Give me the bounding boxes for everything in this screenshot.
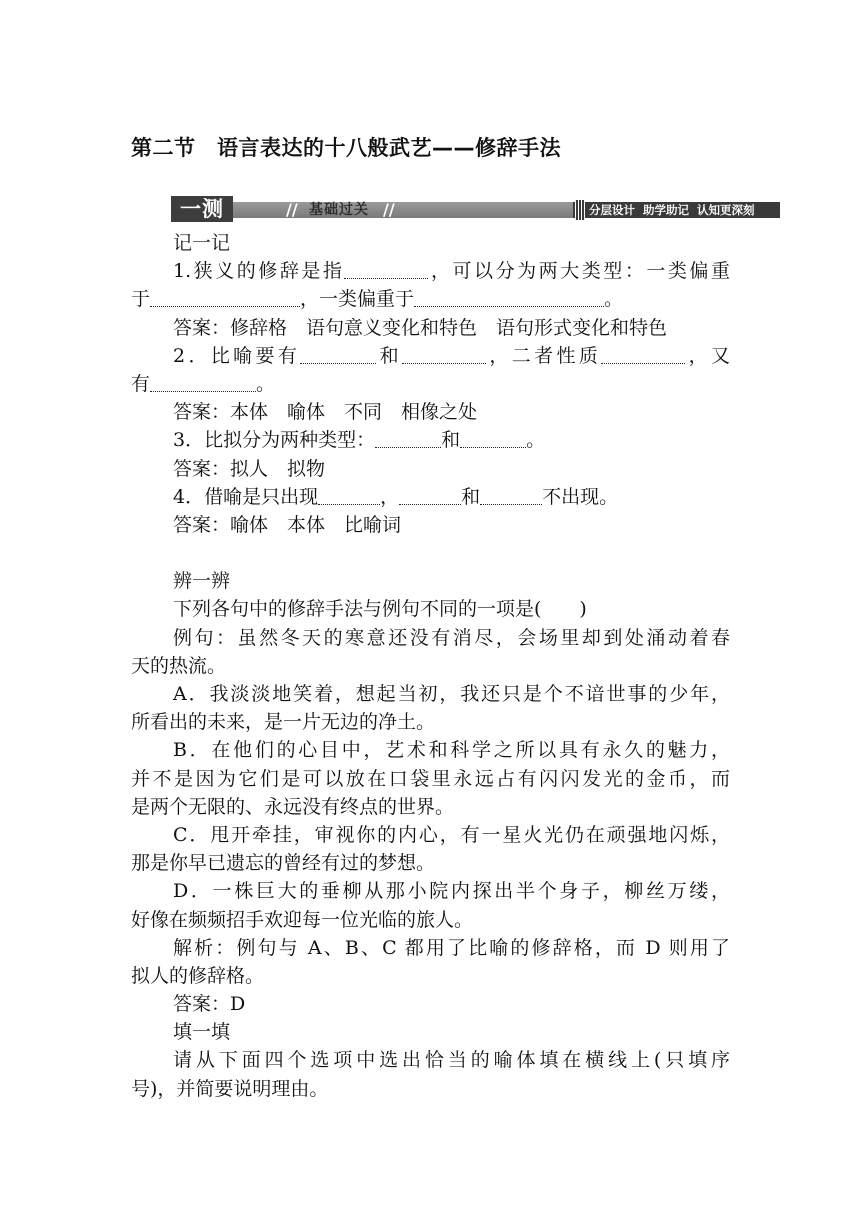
answer-blank	[300, 344, 376, 364]
banner-label: 基础过关	[309, 202, 369, 218]
instruction-text-cont: 号)，并简要说明理由。	[131, 1077, 329, 1100]
answer-3: 答案：拟人 拟物	[173, 457, 326, 480]
page-title: 第二节 语言表达的十八般武艺——修辞手法	[131, 136, 561, 160]
answer-blank	[375, 428, 441, 448]
section-heading: 辨一辨	[173, 570, 231, 593]
option-d: D．一株巨大的垂柳从那小院内探出半个身子，柳丝万缕，	[173, 880, 730, 903]
banner-slogan: 分层设计 助学助记 认知更深刻	[589, 203, 755, 217]
analysis: 解析：例句与 A、B、C 都用了比喻的修辞格，而 D 则用了	[173, 936, 730, 959]
question-3: 3．比拟分为两种类型： 和 。	[173, 429, 546, 452]
banner-stripe	[233, 202, 573, 218]
option-b-cont: 是两个无限的、永远没有终点的世界。	[131, 795, 455, 818]
slash-decoration-icon: //	[286, 200, 298, 219]
option-b-cont: 并不是因为它们是可以放在口袋里永远占有闪闪发光的金币，而	[131, 767, 730, 790]
question-2: 2．比喻要有 和 ，二者性质 ，又	[173, 344, 730, 367]
option-c: C．甩开牵挂，审视你的内心，有一星火光仍在顽强地闪烁，	[173, 823, 730, 846]
analysis-cont: 拟人的修辞格。	[131, 964, 265, 987]
answer-blank	[150, 372, 256, 392]
example-sentence-cont: 天的热流。	[131, 654, 227, 677]
section-banner	[171, 196, 780, 222]
question-1: 1.狭义的修辞是指 ，可以分为两大类型：一类偏重	[173, 260, 730, 283]
answer-blank	[150, 287, 300, 307]
question-1-cont: 于 ，一类偏重于 。	[131, 288, 624, 311]
option-d-cont: 好像在频频招手欢迎每一位光临的旅人。	[131, 908, 474, 931]
question-2-cont: 有 。	[131, 372, 276, 395]
answer-blank	[601, 344, 685, 364]
option-a: A．我淡淡地笑着，想起当初，我还只是个不谙世事的少年，	[173, 683, 730, 705]
option-a-cont: 所看出的未来，是一片无边的净土。	[131, 711, 436, 734]
answer-blank	[399, 485, 461, 505]
answer-blank	[414, 287, 604, 307]
spacer	[131, 539, 730, 567]
section-heading: 填一填	[173, 1021, 231, 1044]
example-sentence: 例句：虽然冬天的寒意还没有消尽，会场里却到处涌动着春	[173, 626, 730, 649]
instruction-text: 请从下面四个选项中选出恰当的喻体填在横线上(只填序	[173, 1049, 730, 1072]
question-4: 4．借喻是只出现 ， 和 不出现。	[173, 485, 619, 508]
answer-blank	[480, 485, 542, 505]
answer: 答案：D	[173, 993, 246, 1016]
slash-decoration-icon: //	[383, 200, 395, 219]
answer-blank	[344, 259, 428, 279]
banner-tag: 一测	[171, 196, 233, 222]
option-b: B．在他们的心目中，艺术和科学之所以具有永久的魅力，	[173, 739, 730, 762]
section-heading: 记一记	[173, 232, 231, 254]
document-body	[131, 229, 730, 1103]
answer-4: 答案：喻体 本体 比喻词	[173, 513, 402, 536]
question-text: 下列各句中的修辞手法与例句不同的一项是( )	[173, 598, 587, 621]
answer-blank	[402, 344, 486, 364]
option-c-cont: 那是你早已遗忘的曾经有过的梦想。	[131, 852, 436, 875]
answer-blank	[318, 485, 380, 505]
answer-2: 答案：本体 喻体 不同 相像之处	[173, 401, 478, 424]
answer-blank	[460, 428, 526, 448]
answer-1: 答案：修辞格 语句意义变化和特色 语句形式变化和特色	[173, 316, 668, 339]
barcode-decoration-icon	[575, 200, 585, 220]
